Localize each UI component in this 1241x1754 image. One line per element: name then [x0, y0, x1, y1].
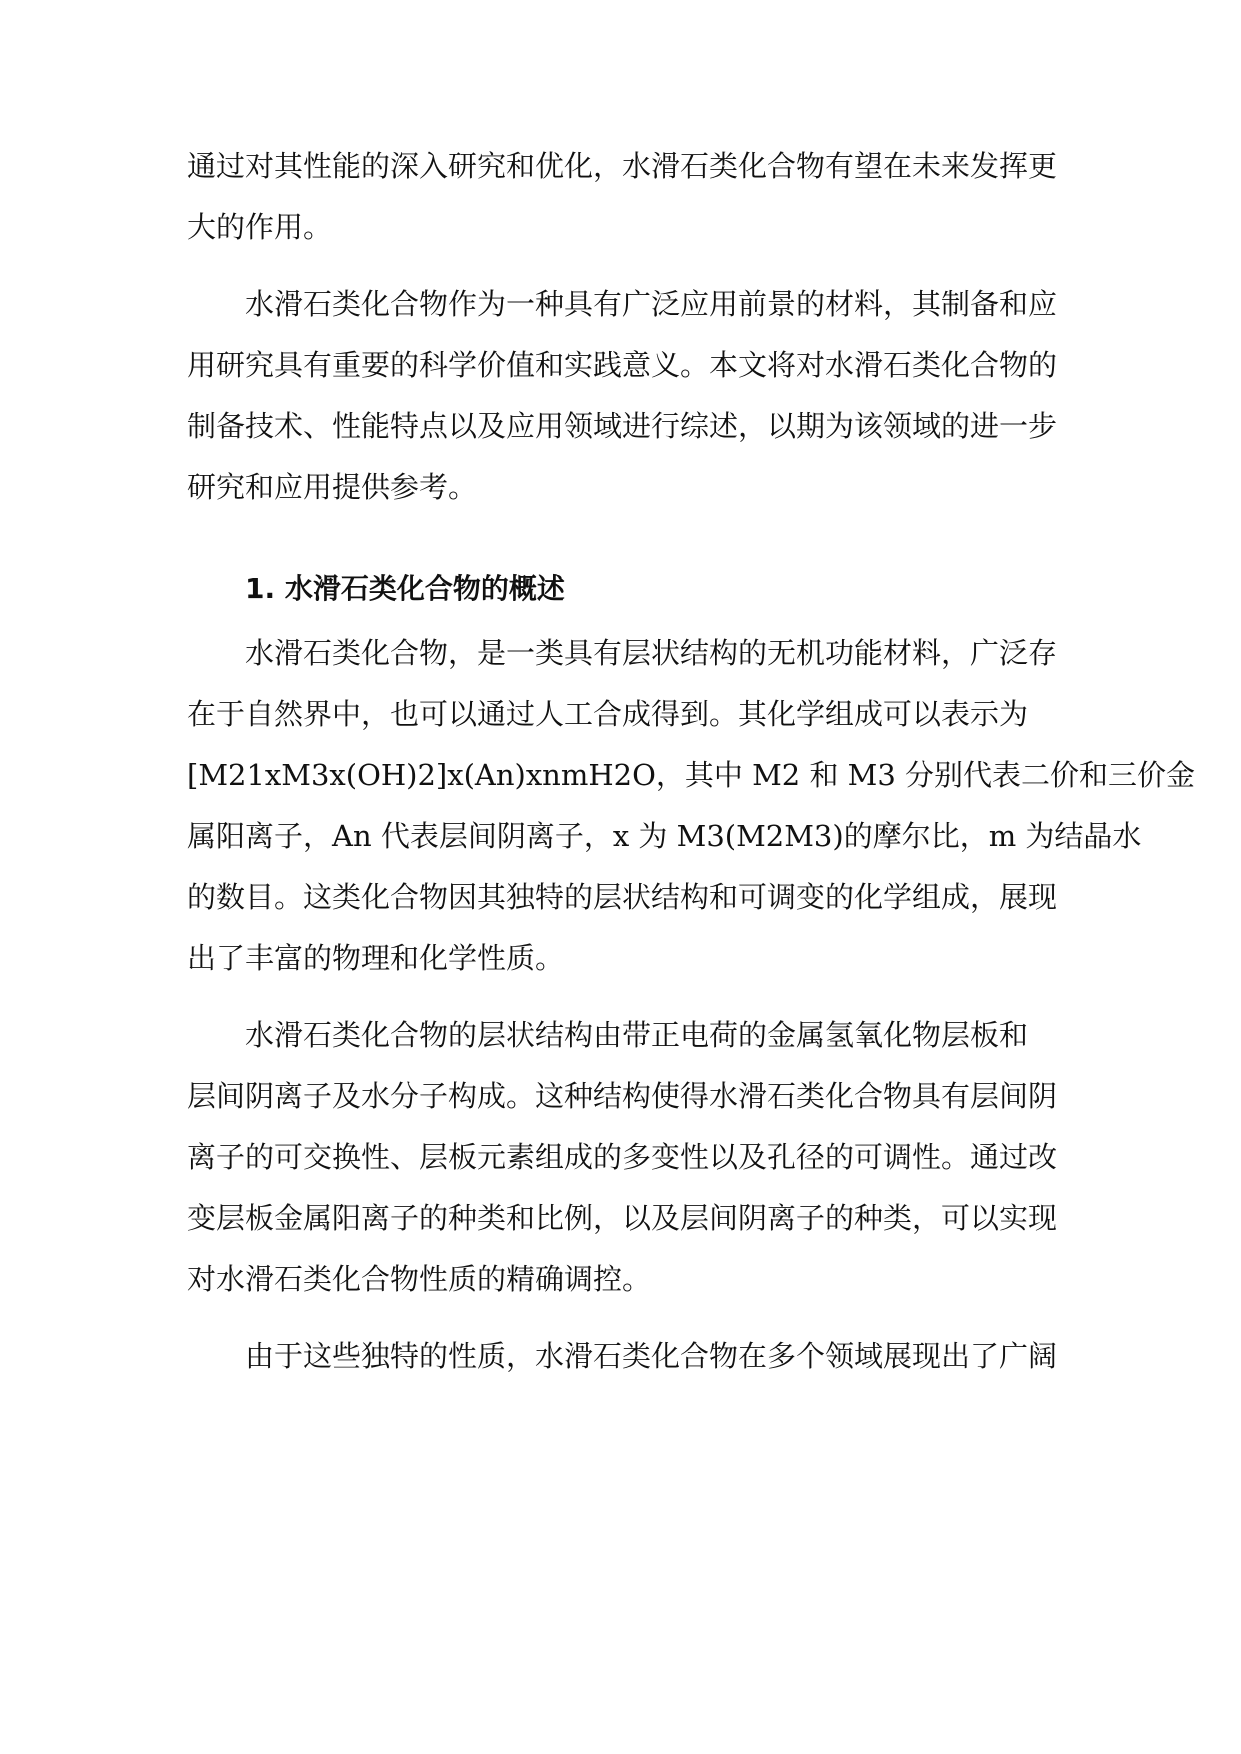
paragraph-continuation	[187, 136, 1067, 258]
text-line: 大的作用。	[187, 210, 333, 244]
text-line: 研究和应用提供参考。	[187, 470, 478, 504]
text-line: 由于这些独特的性质，水滑石类化合物在多个领域展现出了广阔	[245, 1339, 1058, 1373]
text-line: [M21xM3x(OH)2]x(An)xnmH2O，其中 M2 和 M3 分别代表二价和三价金	[187, 758, 1196, 792]
text-line: 制备技术、性能特点以及应用领域进行综述，以期为该领域的进一步	[187, 409, 1058, 443]
text-line: 在于自然界中，也可以通过人工合成得到。其化学组成可以表示为	[187, 697, 1029, 731]
paragraph-gap	[187, 258, 1067, 274]
paragraph-gap	[187, 989, 1067, 1005]
text-line: 水滑石类化合物的层状结构由带正电荷的金属氢氧化物层板和	[245, 1018, 1029, 1052]
text-line: 层间阴离子及水分子构成。这种结构使得水滑石类化合物具有层间阴	[187, 1079, 1058, 1113]
text-line: 属阳离子，An 代表层间阴离子，x 为 M3(M2M3)的摩尔比，m 为结晶水	[187, 819, 1142, 853]
text-line: 出了丰富的物理和化学性质。	[187, 941, 565, 975]
paragraph-gap	[187, 1310, 1067, 1326]
document-body	[187, 136, 1196, 1387]
paragraph-overview	[187, 623, 1196, 989]
text-line: 的数目。这类化合物因其独特的层状结构和可调变的化学组成，展现	[187, 880, 1058, 914]
paragraph-structure	[187, 1005, 1067, 1310]
text-line: 用研究具有重要的科学价值和实践意义。本文将对水滑石类化合物的	[187, 348, 1058, 382]
text-line: 水滑石类化合物，是一类具有层状结构的无机功能材料，广泛存	[245, 636, 1058, 670]
paragraph-applications	[187, 1326, 1067, 1387]
text-line: 水滑石类化合物作为一种具有广泛应用前景的材料，其制备和应	[245, 287, 1058, 321]
section-heading: 1. 水滑石类化合物的概述	[245, 572, 565, 605]
text-line: 通过对其性能的深入研究和优化，水滑石类化合物有望在未来发挥更	[187, 149, 1058, 183]
text-line: 离子的可交换性、层板元素组成的多变性以及孔径的可调性。通过改	[187, 1140, 1058, 1174]
text-line: 对水滑石类化合物性质的精确调控。	[187, 1262, 652, 1296]
paragraph-intro	[187, 274, 1067, 518]
text-line: 变层板金属阳离子的种类和比例，以及层间阴离子的种类，可以实现	[187, 1201, 1058, 1235]
